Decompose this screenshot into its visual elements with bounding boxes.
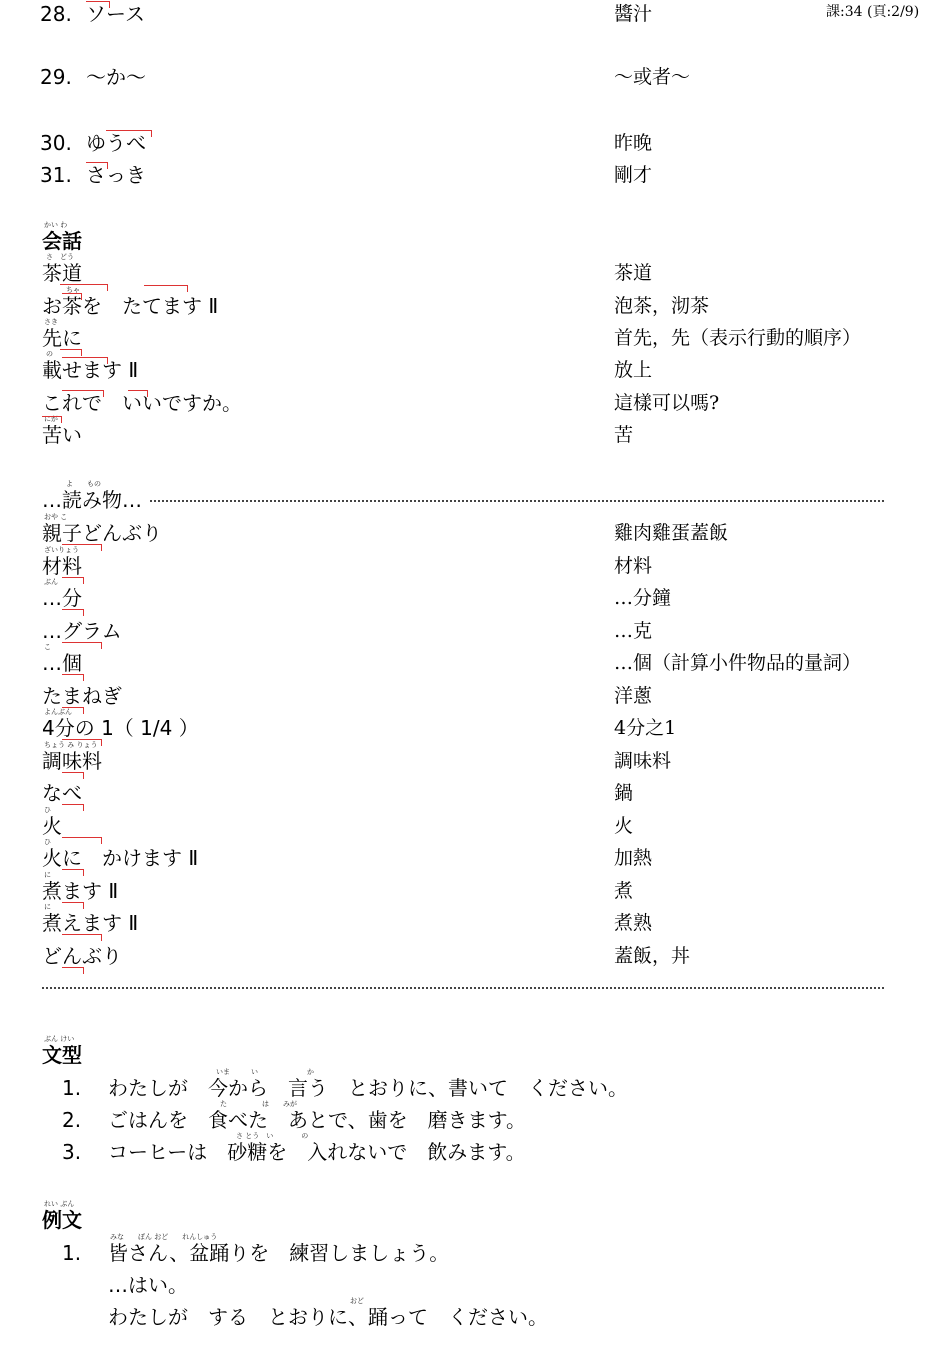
yomimono-item-meaning: 加熱: [614, 847, 653, 869]
yomimono-item-meaning: …分鐘: [614, 587, 672, 609]
vocab-31: 31. さっき: [40, 163, 146, 187]
yomimono-item-meaning: …克: [614, 620, 653, 642]
accent-mark: [128, 390, 148, 391]
reibun-title: 例文: [42, 1208, 82, 1232]
accent-mark: [62, 902, 84, 903]
furigana: いま い か: [216, 1068, 314, 1076]
dotted-divider: [150, 500, 884, 502]
vocab-29: 29. ～か～: [40, 65, 146, 89]
reibun-example: 1. 皆さん、盆踊りを 練習しましょう。: [62, 1241, 450, 1265]
kaiwa-item-meaning: 茶道: [614, 262, 653, 284]
accent-mark: [62, 837, 102, 838]
accent-mark: [60, 349, 82, 350]
yomimono-item: どんぶり: [42, 944, 122, 968]
yomimono-item-meaning: 4分之1: [614, 717, 677, 739]
bunkei-sentence: 3. コーヒーは 砂糖を 入れないで 飲みます。: [62, 1140, 526, 1164]
yomimono-item-meaning: 調味料: [614, 750, 672, 772]
accent-mark: [62, 869, 84, 870]
yomimono-item: 親子どんぶり: [42, 521, 162, 545]
bunkei-sentence: 1. わたしが 今から 言う とおりに、書いて ください。: [62, 1076, 628, 1100]
yomimono-item: 火: [42, 814, 62, 838]
furigana: た は みが: [220, 1100, 297, 1108]
yomimono-item: 調味料: [42, 749, 102, 773]
yomimono-item: 4分の 1（ 1/4 ）: [42, 716, 199, 740]
yomimono-item: 火に かけます Ⅱ: [42, 846, 199, 870]
accent-mark: [42, 416, 62, 417]
accent-mark: [62, 934, 102, 935]
accent-mark: [62, 739, 102, 740]
yomimono-item-meaning: 洋蔥: [614, 685, 653, 707]
reibun-response: …はい。: [108, 1273, 188, 1297]
kaiwa-title: 会話: [42, 229, 82, 253]
furigana: にが: [44, 415, 58, 423]
vocab-30: 30. ゆうべ: [40, 131, 146, 155]
yomimono-item-meaning: 雞肉雞蛋蓋飯: [614, 522, 729, 544]
accent-mark: [62, 642, 102, 643]
yomimono-item-meaning: 鍋: [614, 782, 634, 804]
kaiwa-item: これで いいですか。: [42, 391, 242, 415]
furigana: の: [46, 350, 53, 358]
kaiwa-item: 苦い: [42, 423, 82, 447]
accent-mark: [62, 967, 84, 968]
furigana: ひ: [44, 838, 51, 846]
yomimono-title: …読み物…: [42, 488, 142, 512]
bunkei-sentence: 2. ごはんを 食べた あとで、歯を 磨きます。: [62, 1108, 526, 1132]
furigana: ひ: [44, 806, 51, 814]
furigana: ちょう み りょう: [44, 741, 98, 749]
furigana: ざいりょう: [44, 546, 79, 554]
vocab-31-meaning: 剛才: [614, 164, 653, 186]
furigana: に: [44, 903, 51, 911]
furigana: さ とう い の: [236, 1132, 309, 1140]
accent-mark: [60, 284, 108, 285]
yomimono-item: …個: [42, 651, 82, 675]
kaiwa-item-meaning: 苦: [614, 424, 634, 446]
furigana: こ: [44, 643, 51, 651]
yomimono-item-meaning: 材料: [614, 555, 653, 577]
accent-mark: [62, 804, 84, 805]
kaiwa-item: お茶を たてます Ⅱ: [42, 294, 219, 318]
furigana: よんぶん: [44, 708, 72, 716]
yomimono-item-meaning: 蓋飯，丼: [614, 945, 691, 967]
accent-mark: [62, 544, 102, 545]
reibun-title-furigana: れい ぶん: [44, 1200, 75, 1208]
accent-mark: [144, 285, 188, 286]
vocab-30-meaning: 昨晚: [614, 132, 653, 154]
furigana: おや こ: [44, 513, 68, 521]
furigana: おど: [350, 1297, 364, 1305]
yomimono-title-furigana: よ もの: [66, 480, 101, 488]
yomimono-item: …グラム: [42, 619, 122, 643]
kaiwa-item-meaning: 這樣可以嗎?: [614, 392, 720, 414]
reibun-followup: わたしが する とおりに、踊って ください。: [108, 1305, 548, 1329]
furigana: さ どう: [46, 253, 74, 261]
yomimono-item-meaning: 煮熟: [614, 912, 653, 934]
kaiwa-item: 先に: [42, 326, 82, 350]
accent-mark: [62, 357, 108, 358]
vocab-29-meaning: ～或者～: [614, 66, 691, 88]
yomimono-item: 煮えます Ⅱ: [42, 911, 139, 935]
yomimono-item: なべ: [42, 781, 82, 805]
kaiwa-item-meaning: 泡茶，沏茶: [614, 295, 710, 317]
furigana: みな ぼん おど れんしゅう: [110, 1233, 218, 1241]
lesson-page-indicator: 課:34 (頁:2/9): [826, 4, 920, 20]
kaiwa-item: 茶道: [42, 261, 82, 285]
bunkei-title-furigana: ぶん けい: [44, 1035, 75, 1043]
accent-mark: [86, 1, 110, 2]
accent-mark: [62, 772, 84, 773]
yomimono-item: 材料: [42, 554, 82, 578]
dotted-divider: [42, 987, 884, 989]
furigana: ちゃ: [66, 286, 80, 294]
accent-mark: [62, 390, 104, 391]
furigana: ぶん: [44, 578, 58, 586]
kaiwa-item: 載せます Ⅱ: [42, 358, 139, 382]
kaiwa-item-meaning: 首先，先（表示行動的順序）: [614, 327, 862, 349]
kaiwa-title-furigana: かい わ: [44, 221, 68, 229]
accent-mark: [62, 609, 84, 610]
yomimono-item: たまねぎ: [42, 684, 122, 708]
yomimono-item: 煮ます Ⅱ: [42, 879, 119, 903]
vocab-28-meaning: 醬汁: [614, 3, 653, 25]
vocab-28: 28. ソース: [40, 2, 145, 26]
accent-mark: [86, 162, 108, 163]
yomimono-item: …分: [42, 586, 82, 610]
yomimono-item-meaning: 火: [614, 815, 634, 837]
accent-mark: [62, 577, 84, 578]
kaiwa-item-meaning: 放上: [614, 359, 653, 381]
accent-mark: [106, 130, 152, 131]
accent-mark: [62, 293, 82, 294]
bunkei-title: 文型: [42, 1043, 82, 1067]
accent-mark: [62, 674, 84, 675]
yomimono-item-meaning: 煮: [614, 880, 634, 902]
furigana: に: [44, 871, 51, 879]
yomimono-item-meaning: …個（計算小件物品的量詞）: [614, 652, 862, 674]
furigana: さき: [44, 318, 58, 326]
